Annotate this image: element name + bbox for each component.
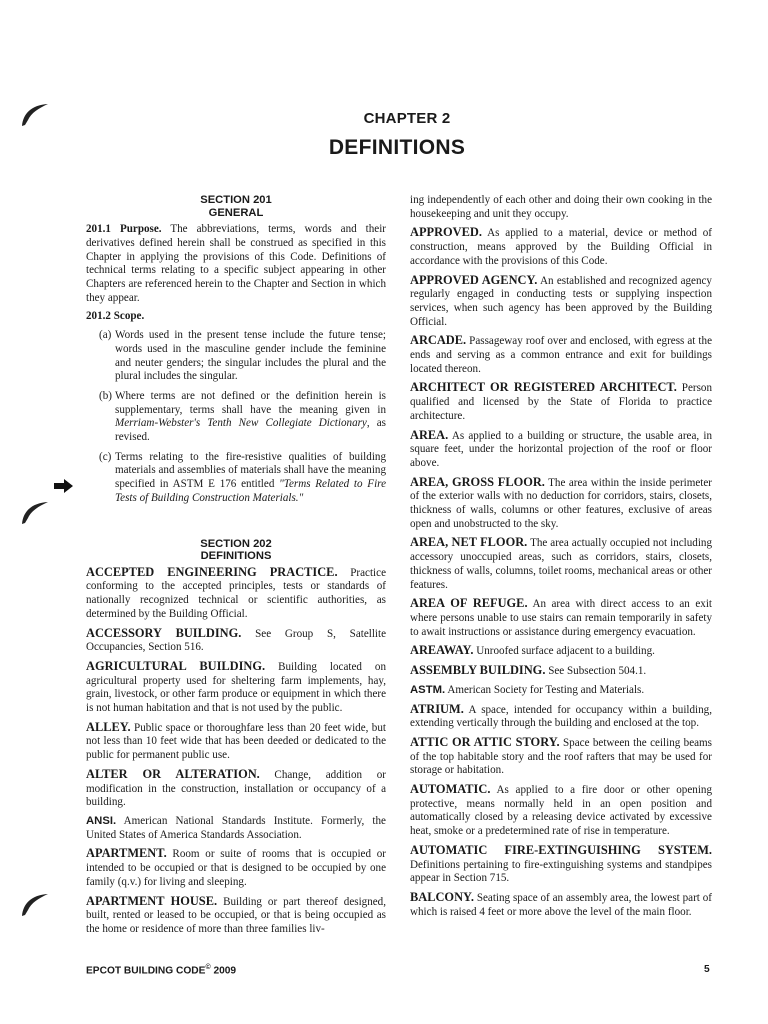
definition-term: ACCESSORY BUILDING.	[86, 625, 242, 640]
definition-term: AREAWAY.	[410, 643, 474, 658]
definition-entry	[410, 703, 712, 731]
definition-term: APARTMENT.	[86, 846, 167, 861]
definition-text: Unroofed surface adjacent to a building.	[476, 645, 655, 658]
definition-term: ALTER OR ALTERATION.	[86, 766, 260, 781]
definition-entry	[410, 597, 712, 639]
definition-text: Practice conforming to the accepted principles, tests or standards of nationally recognized technical or scientific authorities, as determined by the Building Official.	[86, 566, 386, 620]
right-column	[410, 194, 712, 924]
definition-term: AUTOMATIC.	[410, 782, 491, 797]
definition-term: APPROVED AGENCY.	[410, 272, 538, 287]
footer-code-title	[86, 964, 236, 976]
definition-entry	[410, 664, 712, 679]
definition-term: APPROVED.	[410, 225, 482, 240]
definition-text: As applied to a building or structure, the usable area, in square feet, under the horizontal projection of the roof or floor above.	[410, 429, 712, 469]
page-title: DEFINITIONS	[328, 136, 466, 159]
scope-item-marker: (a)	[99, 329, 112, 342]
purpose-text: The abbreviations, terms, words and their derivatives defined herein shall be construed as specified in this Chapter in applying the provisions of this Code. Definitions of technical terms relating to a specific subject appearing in other Chapters are referenced herein to the Chapter and Section in which they appear.	[86, 223, 386, 304]
definition-text: Passageway roof over and enclosed, with egress at the ends and serving as a common entrance and exit for buildings located thereon.	[410, 335, 712, 375]
definition-text: The area actually occupied not including accessory unoccupied areas, such as corridors, stairs, closets, thickness of walls, columns, toilet rooms, mechanical areas or other features.	[410, 537, 712, 591]
definition-term: AUTOMATIC FIRE-EXTINGUISHING SYSTEM.	[410, 842, 712, 857]
definition-text: A space, intended for occupancy within a building, extending vertically through the building and enclosed at the top.	[410, 703, 712, 730]
definition-text: Room or suite of rooms that is occupied or intended to be occupied or that is designed to be occupied by one family (q.v.) for living and sleeping.	[86, 848, 386, 888]
definition-entry	[410, 644, 712, 659]
definition-text: Definitions pertaining to fire-extinguishing systems and standpipes appear in Section 715.	[410, 858, 712, 885]
section-201-heading	[86, 194, 386, 219]
definition-term: ATRIUM.	[410, 701, 464, 716]
definition-text: As applied to a material, device or method of construction, means approved by the Building Official in accordance with the provisions of this Code.	[410, 227, 712, 267]
definition-entry	[86, 815, 386, 842]
scope-item-text-before: Terms relating to the fire-resistive qualities of building materials and assemblies of materials shall have the meaning specified in ASTM E 176 entitled	[115, 450, 386, 491]
definition-text: Space between the ceiling beams of the top habitable story and the roof rafters that may be used for storage or habitation.	[410, 736, 712, 777]
definition-text: As applied to a fire door or other opening protective, means normally held in an open position and automatically closed by a releasing device activated by excessive heat, smoke or a predetermined rate of rise in temperature.	[410, 784, 712, 838]
definition-text: An established and recognized agency regularly engaged in conducting tests or supplying inspection services, when such agency has been approved by the Building Official.	[410, 274, 712, 328]
definition-term: AREA OF REFUGE.	[410, 596, 528, 611]
definition-entry	[86, 660, 386, 716]
definition-entry	[410, 226, 712, 268]
scope-item-text-after: , as revised.	[115, 417, 386, 444]
page-corner-mark-icon	[20, 890, 50, 918]
definition-text: Seating space of an assembly area, the lowest part of which is raised 4 feet or more above the level of the main floor.	[410, 891, 712, 918]
definition-term: ATTIC OR ATTIC STORY.	[410, 734, 560, 749]
definition-term: ASTM.	[410, 683, 446, 696]
scope-item-marker: (b)	[99, 389, 112, 402]
definition-entry	[410, 274, 712, 330]
definition-entry	[86, 721, 386, 763]
page-corner-mark-icon	[20, 498, 50, 526]
definition-entry	[410, 429, 712, 471]
definition-entry	[410, 891, 712, 919]
scope-item-text: Words used in the present tense include the future tense; words used in the masculine gender include the feminine and neuter genders; the singular includes the plural and the plural includes the singular.	[115, 329, 386, 383]
scope-item-text	[115, 390, 386, 445]
section-202-name: DEFINITIONS	[200, 550, 272, 563]
definition-term: ARCADE.	[410, 333, 467, 348]
scope-label: 201.2 Scope.	[86, 310, 145, 323]
scope-item-a	[86, 329, 386, 384]
definition-term: ARCHITECT OR REGISTERED ARCHITECT.	[410, 380, 677, 395]
definition-entry	[410, 844, 712, 886]
definition-term: APARTMENT HOUSE.	[86, 893, 218, 908]
definition-entry	[410, 684, 712, 698]
definition-text: The area within the inside perimeter of the exterior walls with no deduction for corridors, stairs, closets, thickness of walls, columns or other features, exclusive of areas open and unobstructed to the sky.	[410, 476, 712, 530]
scope-item-c	[86, 451, 386, 506]
section-202-number: SECTION 202	[200, 537, 272, 550]
definition-entry	[410, 783, 712, 839]
definition-term: AREA, GROSS FLOOR.	[410, 474, 545, 489]
footer-registered-mark: ©	[205, 964, 211, 971]
right-definitions-list	[410, 226, 712, 919]
section-201-number: SECTION 201	[200, 194, 272, 206]
footer-year: 2009	[210, 965, 237, 977]
definition-entry	[86, 895, 386, 937]
definition-entry	[410, 476, 712, 532]
left-definitions-list	[86, 566, 386, 937]
chapter-label: CHAPTER 2	[363, 110, 451, 127]
definition-entry	[410, 536, 712, 592]
section-201-name: GENERAL	[208, 206, 264, 219]
definition-text: An area with direct access to an exit where persons unable to use stairs can remain temporarily in safety to await instructions or assistance during emergency evacuation.	[410, 598, 712, 638]
definition-entry	[86, 627, 386, 655]
scope-item-text-before: Where terms are not defined or the definition herein is supplementary, terms shall have the meaning given in	[115, 389, 386, 416]
definition-term: BALCONY.	[410, 889, 474, 904]
definition-text: Person qualified and licensed by the State of Florida to practice architecture.	[410, 382, 712, 422]
continued-text: ing independently of each other and doing their own cooking in the housekeeping and unit they occupy.	[410, 194, 712, 220]
page-number: 5	[704, 964, 710, 975]
definition-entry	[86, 566, 386, 622]
left-column	[86, 194, 386, 942]
definition-entry	[410, 736, 712, 778]
footer-title-text: EPCOT BUILDING CODE	[86, 965, 206, 977]
purpose-label: 201.1 Purpose.	[86, 223, 162, 236]
definition-entry	[410, 334, 712, 376]
scope-item-b	[86, 390, 386, 445]
astm-title: "Terms Related to Fire Tests of Building Construction Materials."	[115, 478, 386, 504]
definition-term: AREA.	[410, 427, 449, 442]
definition-term: ANSI.	[86, 814, 117, 827]
purpose-paragraph	[86, 223, 386, 305]
scope-item-marker: (c)	[99, 450, 112, 463]
definition-text: Building or part thereof designed, built, rented or leased to be occupied, or that is being occupied as the home or residence of more than three families liv-	[86, 895, 387, 935]
definition-term: ALLEY.	[86, 719, 131, 734]
definition-text: Building located on agricultural property used for sheltering farm implements, hay, grain, livestock, or other farm produce or equipment in which there is not human habitation and that is not used by the public.	[86, 660, 386, 715]
definition-text: American Society for Testing and Materials.	[447, 683, 645, 696]
definition-term: AGRICULTURAL BUILDING.	[86, 658, 266, 673]
definition-text: See Subsection 504.1.	[548, 665, 647, 678]
definition-entry	[410, 381, 712, 423]
definition-term: ASSEMBLY BUILDING.	[410, 663, 546, 678]
definition-entry	[86, 768, 386, 810]
scope-item-text	[115, 451, 386, 506]
definition-term: ACCEPTED ENGINEERING PRACTICE.	[86, 564, 338, 579]
definition-term: AREA, NET FLOOR.	[410, 535, 528, 550]
definition-text: Public space or thoroughfare less than 20 feet wide, but not less than 10 feet wide that has been deeded or dedicated to the public for permanent public use.	[86, 721, 386, 762]
definition-text: American National Standards Institute. Formerly, the United States of America Standards Association.	[86, 814, 386, 841]
definition-entry	[86, 847, 386, 889]
scope-paragraph	[86, 310, 386, 324]
definition-text: Change, addition or modification in the construction, installation or occupancy of a building.	[86, 768, 386, 809]
definition-text: See Group S, Satellite Occupancies, Section 516.	[86, 627, 386, 654]
section-202-heading	[86, 538, 386, 563]
change-arrow-icon	[54, 479, 74, 493]
dictionary-title: Merriam-Webster's Tenth New Collegiate Dictionary	[115, 417, 367, 430]
